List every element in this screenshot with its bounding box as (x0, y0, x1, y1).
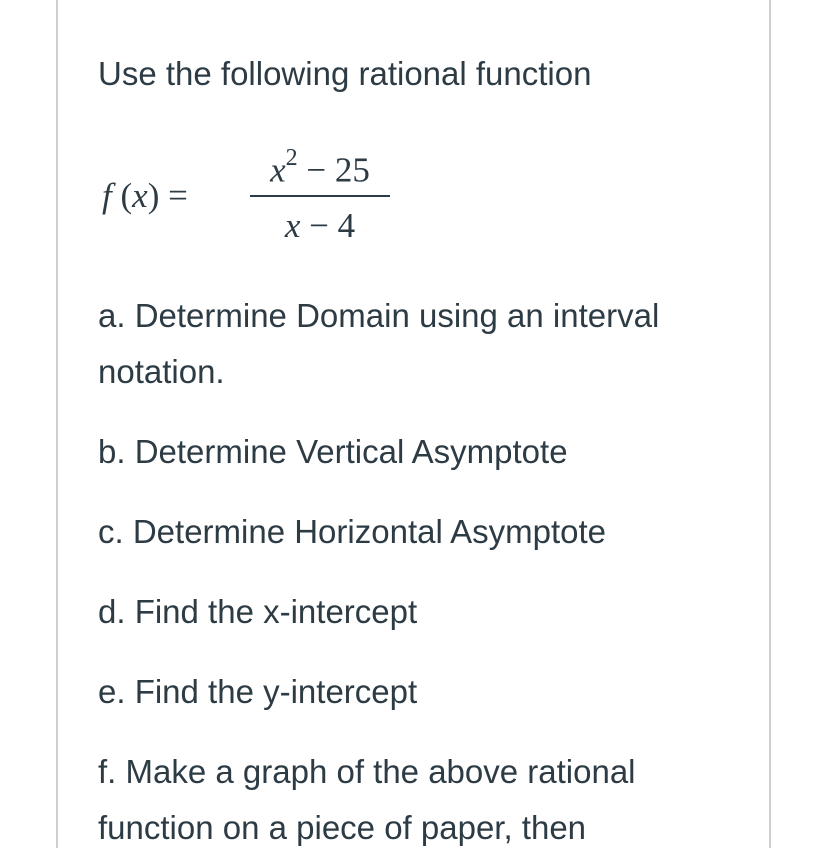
function-name: f (102, 176, 112, 215)
right-border-divider (769, 0, 771, 848)
task-item-e: e. Find the y-intercept (98, 673, 418, 710)
equation-lhs (102, 174, 188, 218)
rational-function-equation (98, 136, 418, 246)
task-item-f: f. Make a graph of the above rational function on a piece of paper, then (98, 753, 636, 846)
fraction-bar (250, 195, 390, 197)
numerator-constant: − 25 (297, 150, 370, 190)
task-item-c: c. Determine Horizontal Asymptote (98, 513, 607, 550)
fraction (250, 136, 390, 246)
left-border-divider (56, 0, 58, 848)
task-item-d: d. Find the x-intercept (98, 593, 418, 630)
lhs-close-equals: ) = (147, 176, 188, 215)
task-list (98, 288, 738, 848)
denominator-constant: − 4 (300, 206, 356, 245)
denominator (250, 204, 390, 248)
numerator-variable: x (270, 150, 286, 190)
numerator (250, 140, 390, 193)
task-item-a: a. Determine Domain using an interval notation. (98, 297, 660, 390)
task-item-b: b. Determine Vertical Asymptote (98, 433, 568, 470)
lhs-variable: x (132, 176, 148, 215)
numerator-exponent: 2 (285, 145, 298, 171)
lhs-open-paren: ( (111, 176, 133, 215)
denominator-variable: x (284, 206, 301, 245)
intro-text: Use the following rational function (98, 55, 592, 92)
